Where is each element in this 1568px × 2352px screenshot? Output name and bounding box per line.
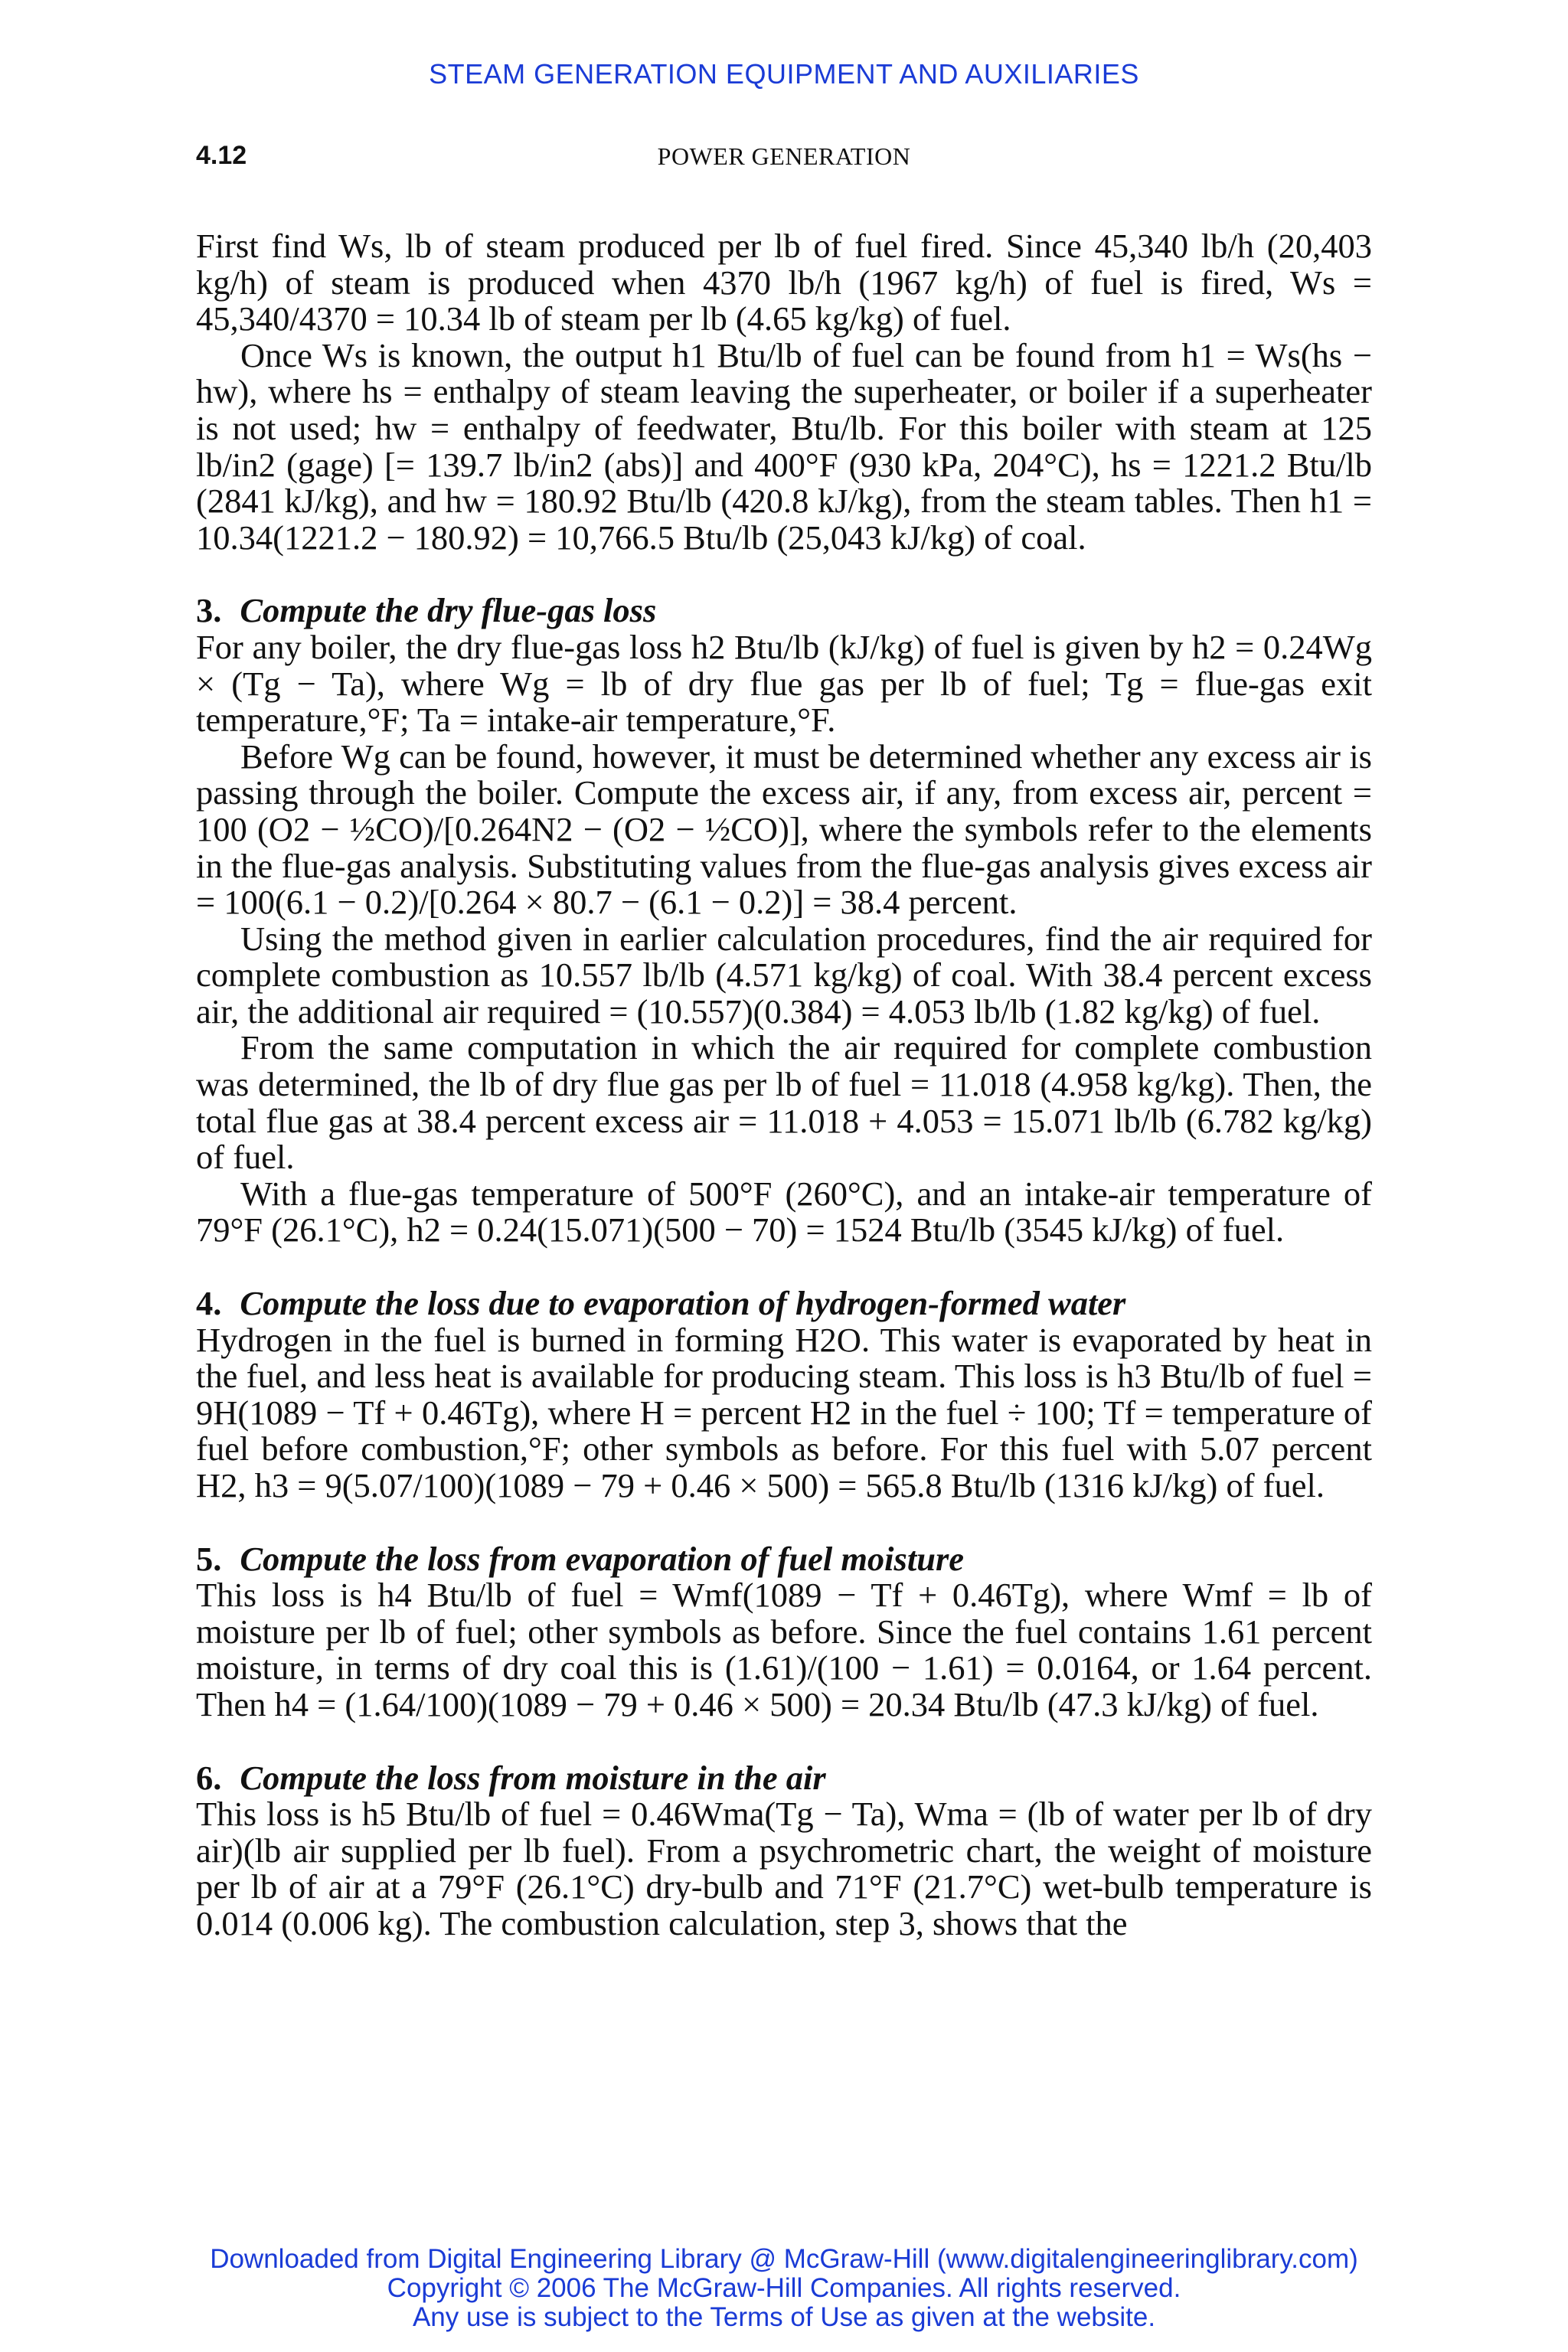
download-notice-link[interactable]: Downloaded from Digital Engineering Library @ McGraw-Hill (www.digitalengineeringlibrary.com) <box>210 2244 1358 2274</box>
copyright-footer <box>0 2245 1568 2332</box>
intro-paragraph: First find Ws, lb of steam produced per lb of fuel fired. Since 45,340 lb/h (20,403 kg/h) of steam is produced when 4370 lb/h (1967 kg/h) of fuel is fired, Ws = 45,340/4370 = 10.34 lb of steam per lb (4.65 kg/kg) of fuel. <box>196 227 1372 338</box>
page-number: 4.12 <box>196 141 247 170</box>
intro-paragraph: Once Ws is known, the output h1 Btu/lb of fuel can be found from h1 = Ws(hs − hw), where hs = enthalpy of steam leaving the superheater, or boiler if a superheater is not used; hw = enthalpy of feedwater, Btu/lb. For this boiler with steam at 125 lb/in2 (gage) [= 139.7 lb/in2 (abs)] and 400°F (930 kPa, 204°C), hs = 1221.2 Btu/lb (2841 kJ/kg), and hw = 180.92 Btu/lb (420.8 kJ/kg), from the steam tables. Then h1 = 10.34(1221.2 − 180.92) = 10,766.5 Btu/lb (25,043 kJ/kg) of coal. <box>196 335 1372 557</box>
section-paragraph: Hydrogen in the fuel is burned in forming H2O. This water is evaporated by heat in the fuel, and less heat is available for producing steam. This loss is h3 Btu/lb of fuel = 9H(1089 − Tf + 0.46Tg), where H = percent H2 in the fuel ÷ 100; Tf = temperature of fuel before combustion,°F; other symbols as before. For this fuel with 5.07 percent H2, h3 = 9(5.07/100)(1089 − 79 + 0.46 × 500) = 565.8 Btu/lb (1316 kJ/kg) of fuel. <box>196 1320 1372 1504</box>
section-heading <box>196 1541 1372 1578</box>
section-number: 5. <box>196 1539 222 1578</box>
section-title: Compute the loss from moisture in the air <box>240 1758 826 1797</box>
running-title: POWER GENERATION <box>657 142 911 170</box>
page-body <box>196 228 1372 1942</box>
section-paragraph: With a flue-gas temperature of 500°F (260°C), and an intake-air temperature of 79°F (26.1°C), h2 = 0.24(15.071)(500 − 70) = 1524 Btu/lb (3545 kJ/kg) of fuel. <box>196 1174 1372 1250</box>
section-title: Compute the loss from evaporation of fuel moisture <box>240 1539 965 1578</box>
section-title: Compute the dry flue-gas loss <box>240 591 657 630</box>
section-paragraph: This loss is h5 Btu/lb of fuel = 0.46Wma(Tg − Ta), Wma = (lb of water per lb of dry air)(lb air supplied per lb fuel). From a psychrometric chart, the weight of moisture per lb of air at a 79°F (26.1°C) dry-bulb and 71°F (21.7°C) wet-bulb temperature is 0.014 (0.006 kg). The combustion calculation, step 3, shows that the <box>196 1795 1372 1942</box>
section-heading <box>196 1760 1372 1797</box>
section-number: 6. <box>196 1758 222 1797</box>
book-banner: STEAM GENERATION EQUIPMENT AND AUXILIARIES <box>429 58 1139 90</box>
section-paragraph: This loss is h4 Btu/lb of fuel = Wmf(1089 − Tf + 0.46Tg), where Wmf = lb of moisture per lb of fuel; other symbols as before. Since the fuel contains 1.61 percent moisture, in terms of dry coal this is (1.61)/(100 − 1.61) = 0.0164, or 1.64 percent. Then h4 = (1.64/100)(1089 − 79 + 0.46 × 500) = 20.34 Btu/lb (47.3 kJ/kg) of fuel. <box>196 1576 1372 1723</box>
terms-of-use-line: Any use is subject to the Terms of Use as given at the website. <box>412 2302 1156 2332</box>
copyright-line: Copyright © 2006 The McGraw-Hill Companies. All rights reserved. <box>387 2273 1181 2303</box>
section-heading <box>196 1285 1372 1322</box>
section-number: 4. <box>196 1284 222 1323</box>
section-paragraph: For any boiler, the dry flue-gas loss h2 Btu/lb (kJ/kg) of fuel is given by h2 = 0.24Wg × (Tg − Ta), where Wg = lb of dry flue gas per lb of fuel; Tg = flue-gas exit temperature,°F; Ta = intake-air temperature,°F. <box>196 627 1372 740</box>
section-heading <box>196 593 1372 629</box>
section-paragraph: Using the method given in earlier calculation procedures, find the air required for complete combustion as 10.557 lb/lb (4.571 kg/kg) of coal. With 38.4 percent excess air, the additional air required = (10.557)(0.384) = 4.053 lb/lb (1.82 kg/kg) of fuel. <box>196 919 1372 1031</box>
section-paragraph: From the same computation in which the air required for complete combustion was determined, the lb of dry flue gas per lb of fuel = 11.018 (4.958 kg/kg). Then, the total flue gas at 38.4 percent excess air = 11.018 + 4.053 = 15.071 lb/lb (6.782 kg/kg) of fuel. <box>196 1028 1372 1177</box>
section-paragraph: Before Wg can be found, however, it must be determined whether any excess air is passing through the boiler. Compute the excess air, if any, from excess air, percent = 100 (O2 − ½CO)/[0.264N2 − (O2 − ½CO)], where the symbols refer to the elements in the flue-gas analysis. Substituting values from the flue-gas analysis gives excess air = 100(6.1 − 0.2)/[0.264 × 80.7 − (6.1 − 0.2)] = 38.4 percent. <box>196 737 1372 922</box>
section-title: Compute the loss due to evaporation of hydrogen-formed water <box>240 1284 1126 1323</box>
section-number: 3. <box>196 591 222 630</box>
